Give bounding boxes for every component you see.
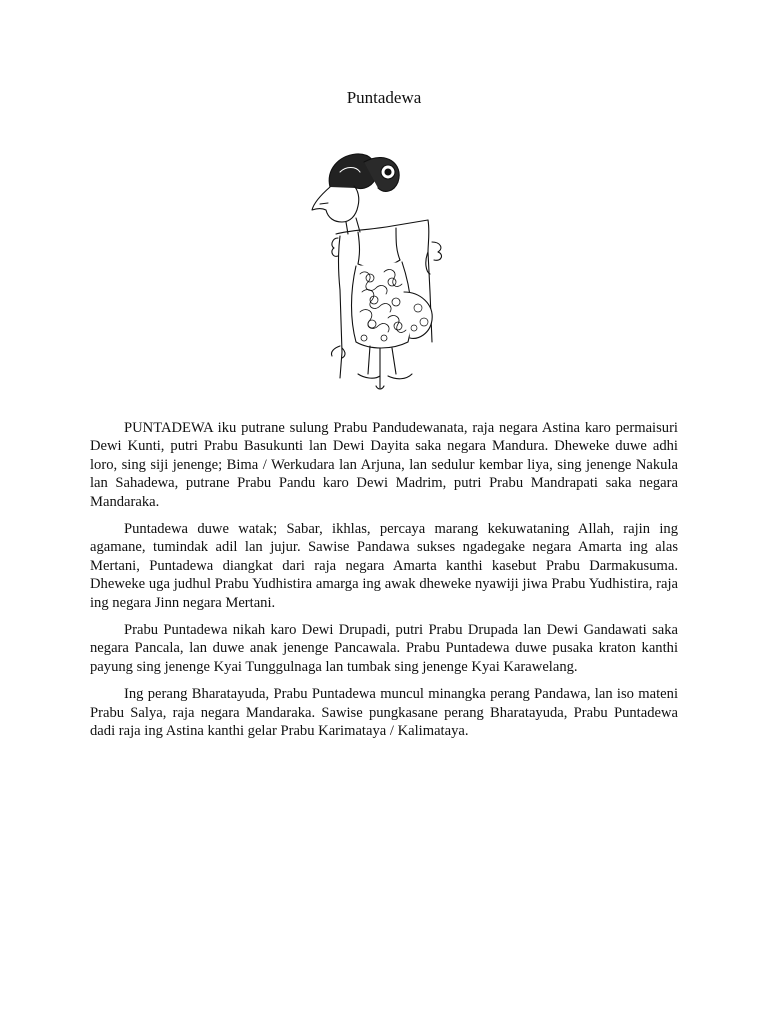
paragraph-1: PUNTADEWA iku putrane sulung Prabu Pandudewanata, raja negara Astina karo permaisuri Dewi Kunti, putri Prabu Basukunti lan Dewi Dayita saka negara Mandura. Dheweke duwe adhi loro, sing siji jenenge; Bima / Werkudara lan Arjuna, lan sedulur kembar liya, sing jenenge Nakula lan Sahadewa, putrane Prabu Pandu karo Dewi Madrim, putri Prabu Mandrapati saka negara Mandaraka.	[90, 420, 678, 510]
page-title: Puntadewa	[346, 88, 422, 107]
paragraph-2: Puntadewa duwe watak; Sabar, ikhlas, percaya marang kekuwataning Allah, rajin ing agamane, tumindak adil lan jujur. Sawise Pandawa sukses ngadegake negara Amarta ing alas Mertani, Puntadewa diangkat dari raja negara Amarta kanthi kasebut Prabu Darmakusuma. Dheweke uga judhul Prabu Yudhistira amarga ing awak dheweke nyawiji jiwa Prabu Yudhistira, raja ing negara Jinn negara Mertani.	[90, 521, 678, 611]
paragraph-4: Ing perang Bharatayuda, Prabu Puntadewa muncul minangka perang Pandawa, lan iso mateni Prabu Salya, raja negara Mandaraka. Sawise pungkasane perang Bharatayuda, Prabu Puntadewa dadi raja ing Astina kanthi gelar Prabu Karimataya / Kalimataya.	[90, 686, 678, 740]
paragraph-3: Prabu Puntadewa nikah karo Dewi Drupadi, putri Prabu Drupada lan Dewi Gandawati saka negara Pancala, lan duwe anak jenenge Pancawala. Prabu Puntadewa duwe pusaka kraton kanthi payung sing jenenge Kyai Tunggulnaga lan tumbak sing jenenge Kyai Karawelang.	[90, 622, 678, 675]
wayang-puppet-illustration	[300, 142, 460, 392]
article-body	[90, 419, 678, 750]
